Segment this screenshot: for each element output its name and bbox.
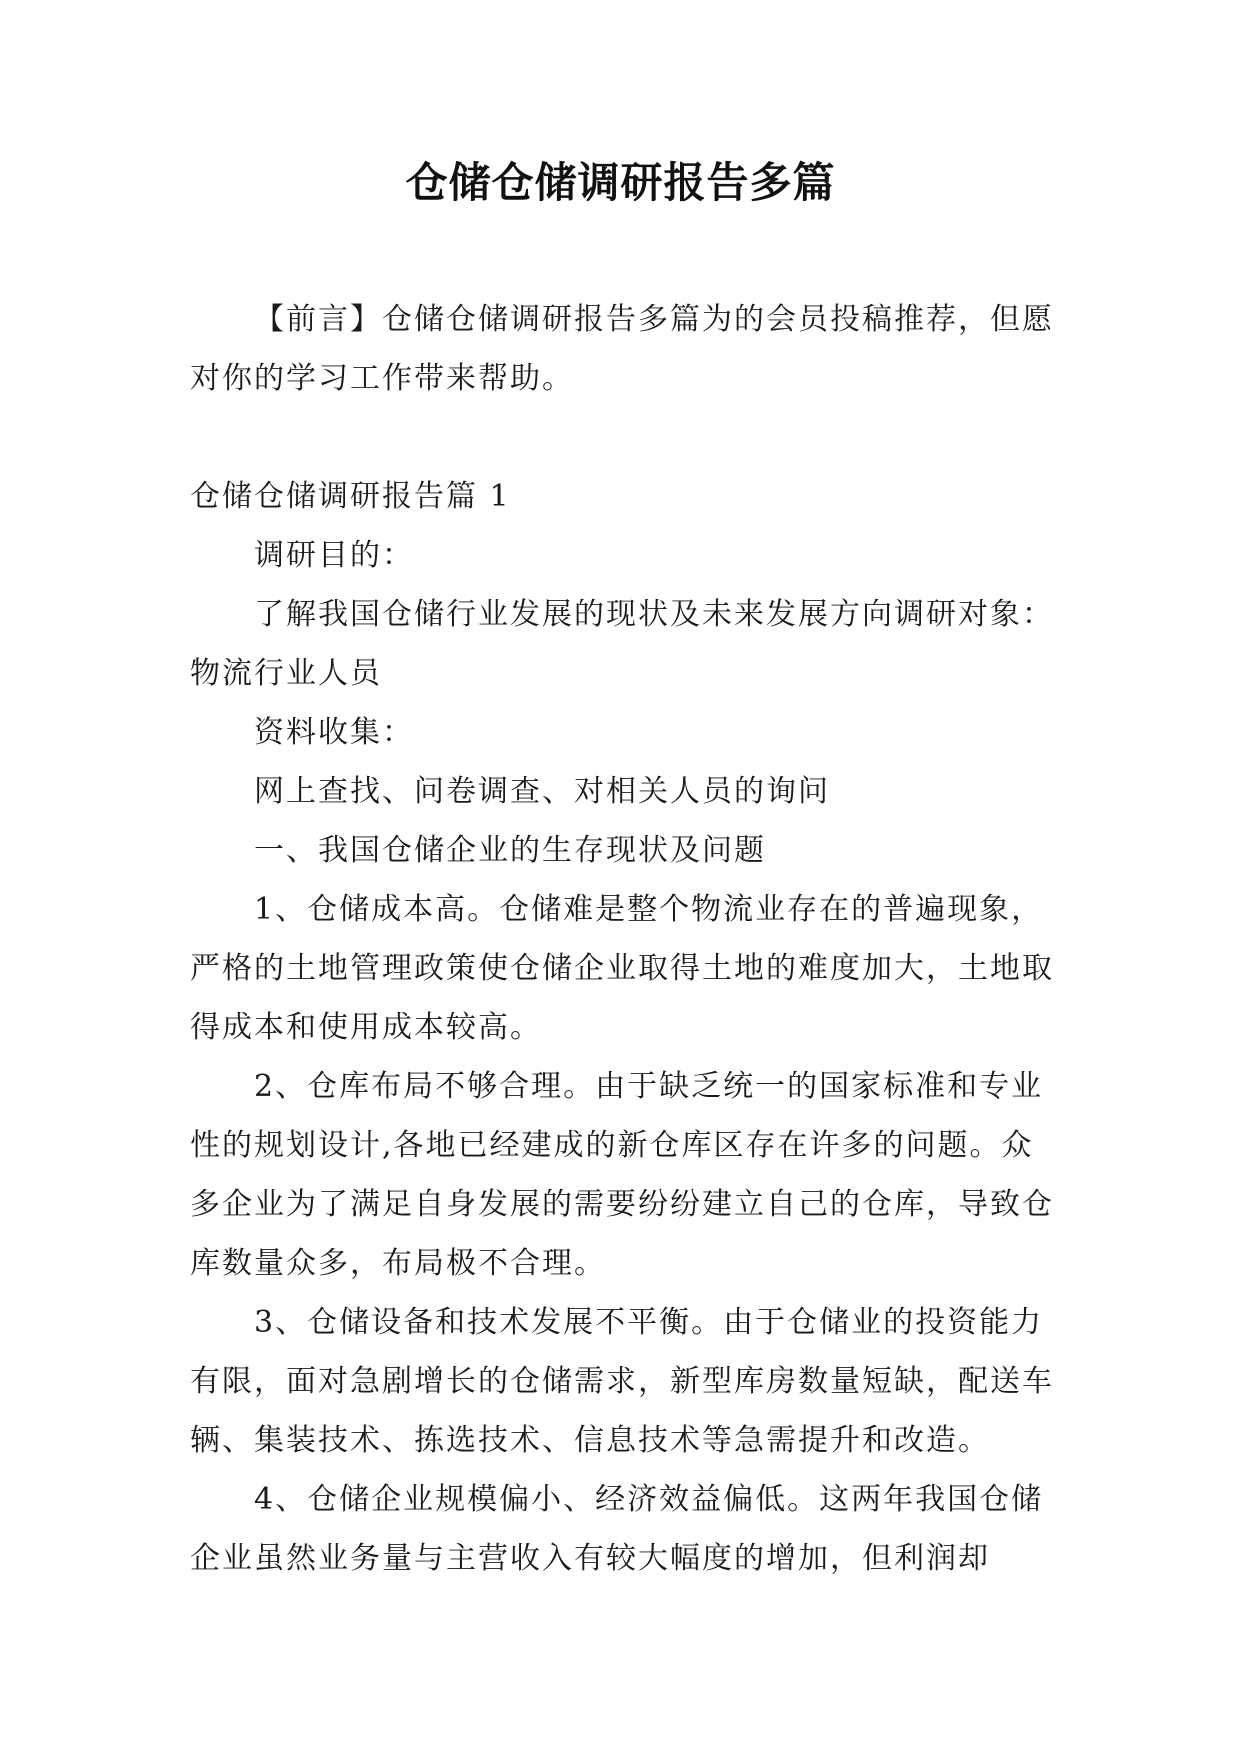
- document-title: 仓储仓储调研报告多篇: [405, 158, 836, 207]
- paragraph: 2、仓库布局不够合理。由于缺乏统一的国家标准和专业性的规划设计,各地已经建成的新仓库区存在许多的问题。众多企业为了满足自身发展的需要纷纷建立自己的仓库，导致仓库数量众多，布局极不合理。: [190, 1069, 1054, 1281]
- paragraph: 了解我国仓储行业发展的现状及未来发展方向调研对象：物流行业人员: [190, 597, 1054, 691]
- paragraph: 3、仓储设备和技术发展不平衡。由于仓储业的投资能力有限，面对急剧增长的仓储需求，新型库房数量短缺，配送车辆、集装技术、拣选技术、信息技术等急需提升和改造。: [190, 1305, 1054, 1458]
- paragraph: 资料收集：: [254, 715, 414, 750]
- paragraph: 1、仓储成本高。仓储难是整个物流业存在的普遍现象，严格的土地管理政策使仓储企业取得土地的难度加大，土地取得成本和使用成本较高。: [190, 892, 1054, 1045]
- document-body: [190, 290, 1054, 1588]
- section-heading: 仓储仓储调研报告篇 1: [190, 479, 511, 514]
- preface-paragraph: 【前言】仓储仓储调研报告多篇为的会员投稿推荐，但愿对你的学习工作带来帮助。: [190, 302, 1054, 396]
- paragraph: 一、我国仓储企业的生存现状及问题: [254, 833, 766, 868]
- paragraph: 4、仓储企业规模偏小、经济效益偏低。这两年我国仓储企业虽然业务量与主营收入有较大幅度的增加，但利润却: [190, 1482, 1044, 1576]
- paragraph: 网上查找、问卷调查、对相关人员的询问: [254, 774, 830, 809]
- paragraph: 调研目的：: [254, 538, 414, 573]
